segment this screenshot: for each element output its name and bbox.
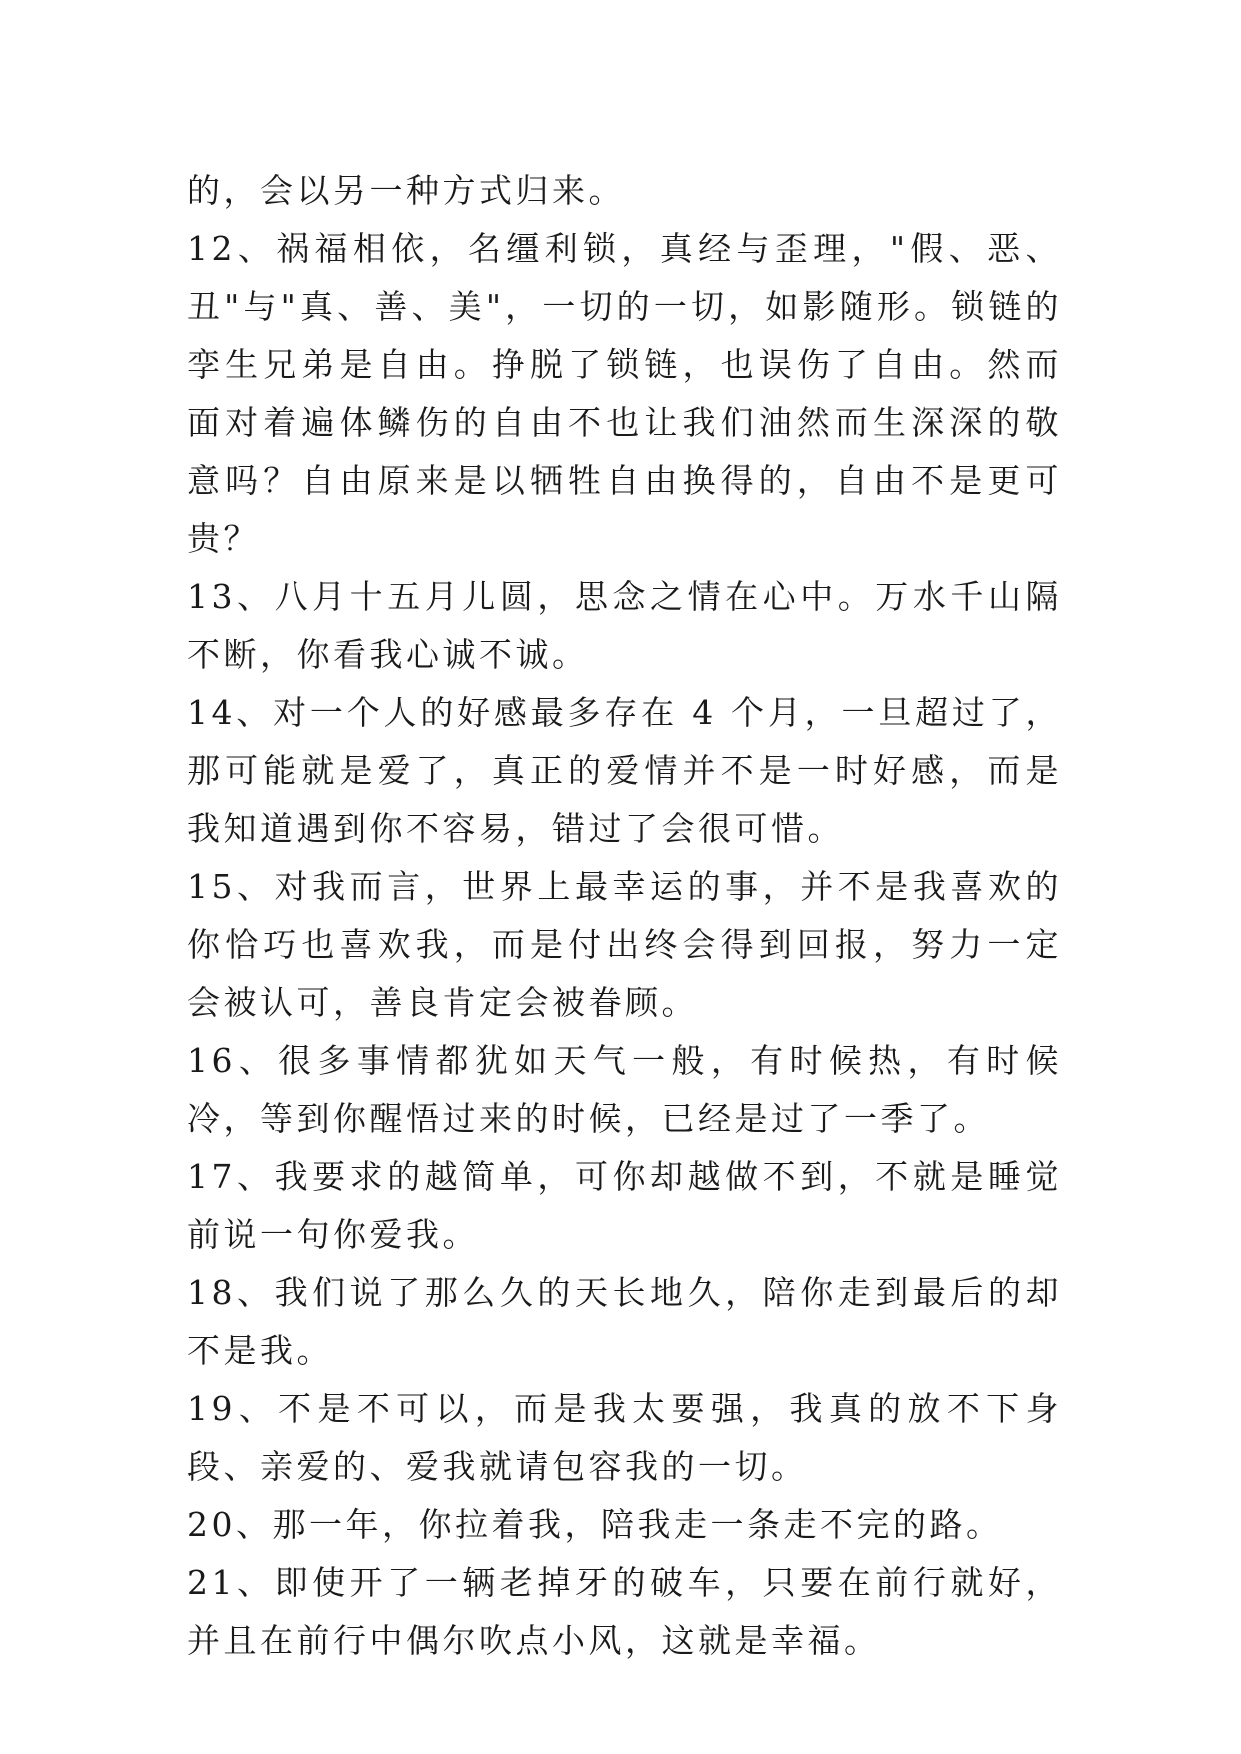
paragraph-16: 16、很多事情都犹如天气一般，有时候热，有时候冷，等到你醒悟过来的时候，已经是过了一季了。 xyxy=(187,1041,1062,1138)
paragraph-21: 21、即使开了一辆老掉牙的破车，只要在前行就好，并且在前行中偶尔吹点小风，这就是幸福。 xyxy=(187,1563,1062,1660)
paragraph-20: 20、那一年，你拉着我，陪我走一条走不完的路。 xyxy=(187,1505,1003,1544)
paragraph-14: 14、对一个人的好感最多存在 4 个月，一旦超过了，那可能就是爱了，真正的爱情并不是一时好感，而是我知道遇到你不容易，错过了会很可惜。 xyxy=(187,693,1062,848)
paragraph-12: 12、祸福相依，名缰利锁，真经与歪理，"假、恶、丑"与"真、善、美"，一切的一切，如影随形。锁链的孪生兄弟是自由。挣脱了锁链，也误伤了自由。然而面对着遍体鳞伤的自由不也让我们油然而生深深的敬意吗？自由原来是以牺牲自由换得的，自由不是更可贵？ xyxy=(187,229,1062,558)
paragraph-18: 18、我们说了那么久的天长地久，陪你走到最后的却不是我。 xyxy=(187,1273,1062,1370)
paragraph-19: 19、不是不可以，而是我太要强，我真的放不下身段、亲爱的、爱我就请包容我的一切。 xyxy=(187,1389,1062,1486)
paragraph-continuation: 的，会以另一种方式归来。 xyxy=(187,171,625,210)
document-body xyxy=(187,162,1062,1670)
paragraph-13: 13、八月十五月儿圆，思念之情在心中。万水千山隔不断，你看我心诚不诚。 xyxy=(187,577,1062,674)
paragraph-15: 15、对我而言，世界上最幸运的事，并不是我喜欢的你恰巧也喜欢我，而是付出终会得到回报，努力一定会被认可，善良肯定会被眷顾。 xyxy=(187,867,1062,1022)
paragraph-17: 17、我要求的越简单，可你却越做不到，不就是睡觉前说一句你爱我。 xyxy=(187,1157,1062,1254)
